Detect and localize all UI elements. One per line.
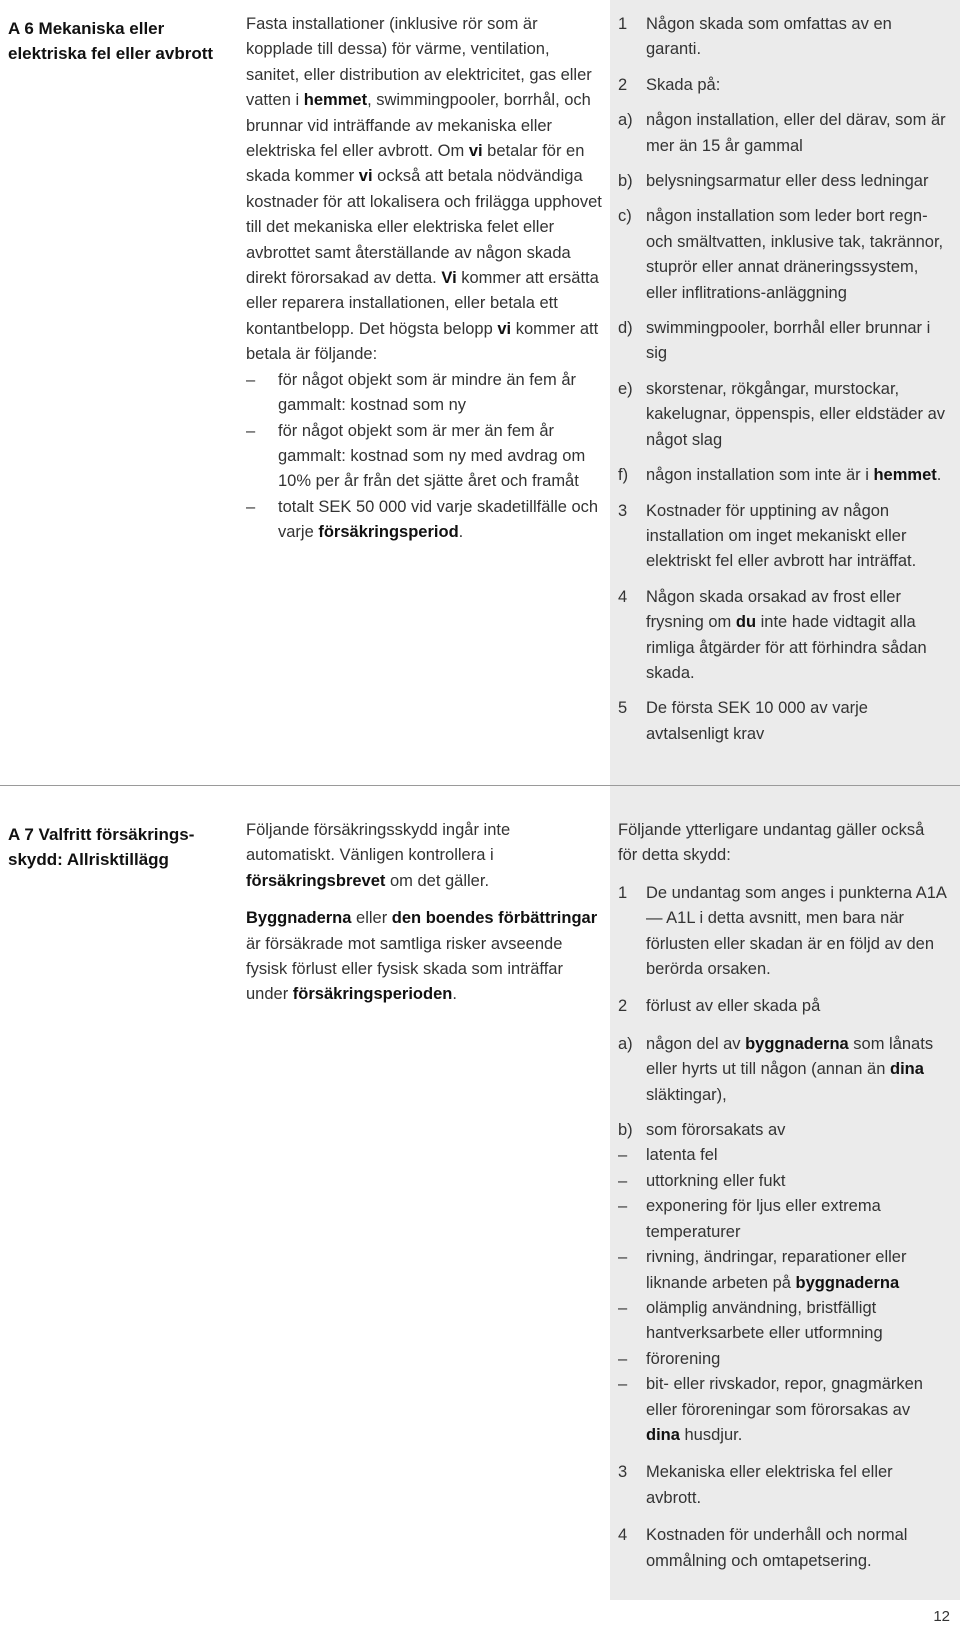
a6-exclusion-item (618, 463, 948, 488)
a7-exclusion-subitem (618, 1296, 948, 1347)
a6-limit-item (246, 368, 602, 419)
a6-exclusion-item (618, 585, 948, 687)
list-item-text: De första SEK 10 000 av varje avtalsenligt krav (646, 699, 868, 743)
list-item-text: Skada på: (646, 75, 721, 94)
a7-exclusion-item-4: 4 Kostnaden för underhåll och normal ommålning och omtapetsering. (618, 1526, 908, 1570)
a6-exclusion-item (618, 108, 948, 159)
dash-marker: – (246, 370, 256, 389)
list-marker: 5 (618, 699, 628, 718)
page-number: 12 (933, 1608, 950, 1625)
list-item-text: som förorsakats av (646, 1121, 786, 1140)
a6-exclusion-item (618, 169, 948, 194)
a6-limit-item-text: för något objekt som är mindre än fem år gammalt: kostnad som ny (278, 370, 577, 415)
list-item-text: någon installation som inte är i hemmet. (646, 466, 942, 485)
list-marker: 2 (618, 75, 628, 94)
list-marker: a) (618, 1034, 633, 1053)
a7-exclusion-subitem (618, 1169, 948, 1194)
a6-exclusion-item (618, 204, 948, 306)
list-marker: – (618, 1248, 628, 1267)
list-item-text: bit- eller rivskador, repor, gnagmärken eller föroreningar som förorsakas av dina husdjur. (646, 1375, 923, 1444)
a6-exclusion-item (618, 377, 948, 453)
list-marker: 4 (618, 587, 628, 606)
list-marker: 1 (618, 15, 628, 33)
a6-limit-item-text: för något objekt som är mer än fem år gammalt: kostnad som ny med avdrag om 10% per år från det sjätte året och framåt (278, 421, 586, 491)
list-marker: e) (618, 379, 633, 398)
list-marker: – (618, 1298, 628, 1317)
a6-exclusion-item (618, 12, 948, 63)
list-marker: 3 (618, 501, 628, 520)
a7-exclusions-list (618, 818, 948, 1574)
list-item-text: Någon skada orsakad av frost eller frysning om du inte hade vidtagit alla rimliga åtgärder för att förhindra sådan skada. (646, 587, 927, 682)
a6-description: Fasta installationer (inklusive rör som är kopplade till dessa) för värme, ventilation, sanitet, eller distribution av elektricitet, gas eller vatten i hemmet, swimmingpooler, borrhål, och brunnar vid inträffande av mekaniska eller elektriska fel eller avbrott. Om vi betalar för en skada kommer vi också att betala nödvändiga kostnader för att lokalisera och frilägga upphovet till det mekaniska eller elektriska felet eller avbrottet samt återställande av någon skada direkt förorsakad av detta. Vi kommer att ersätta eller reparera installationen, eller betala ett kontantbelopp. Det högsta belopp vi kommer att betala är följande: (246, 15, 602, 364)
list-marker: f) (618, 466, 629, 485)
a7-exclusions-intro: Följande ytterligare undantag gäller också för detta skydd: (618, 821, 925, 865)
list-marker: – (618, 1375, 628, 1394)
list-marker: a) (618, 111, 633, 130)
a6-exclusion-item (618, 316, 948, 367)
a7-exclusion-subitem (618, 1143, 948, 1168)
list-item-text: förorening (646, 1349, 721, 1368)
list-item-text: olämplig användning, bristfälligt hantverksarbete eller utformning (646, 1298, 883, 1343)
a7-exclusion-subitem (618, 1372, 948, 1448)
dash-marker: – (246, 421, 256, 440)
list-marker: – (618, 1171, 628, 1190)
list-marker: – (618, 1197, 628, 1216)
a6-limit-list (246, 368, 602, 546)
a7-exclusion-subitem (618, 1118, 948, 1143)
a6-exclusion-item (618, 696, 948, 747)
list-marker: d) (618, 319, 633, 338)
list-item-text: exponering för ljus eller extrema temperaturer (646, 1197, 881, 1241)
a7-intro-paragraph: Följande försäkringsskydd ingår inte automatiskt. Vänligen kontrollera i försäkringsbrevet om det gäller. (246, 821, 511, 890)
section-divider (0, 785, 960, 786)
a6-limit-item (246, 495, 602, 546)
list-marker: b) (618, 172, 633, 191)
a6-exclusion-item (618, 73, 948, 98)
a7-exclusion-subitem (618, 1032, 948, 1108)
a6-exclusions-list (618, 12, 948, 747)
list-item-text: Någon skada som omfattas av en garanti. (646, 15, 892, 59)
list-item-text: swimmingpooler, borrhål eller brunnar i sig (646, 319, 931, 363)
a6-exclusion-item (618, 499, 948, 575)
section-a7-body (246, 818, 602, 1008)
list-item-text: någon del av byggnaderna som lånats eller hyrts ut till någon (annan än dina släktingar), (646, 1034, 934, 1104)
list-item-text: skorstenar, rökgångar, murstockar, kakelugnar, öppenspis, eller eldstäder av något slag (646, 379, 946, 449)
section-a7-heading: A 7 Valfritt försäkrings-skydd: Allrisktillägg (8, 825, 195, 869)
a7-exclusion-item-3: 3 Mekaniska eller elektriska fel eller avbrott. (618, 1463, 893, 1507)
a7-exclusion-subitems (618, 1032, 948, 1449)
section-a6-heading: A 6 Mekaniska eller elektriska fel eller avbrott (8, 19, 214, 63)
a6-limit-item-text: totalt SEK 50 000 vid varje skadetillfälle och varje försäkringsperiod. (278, 497, 599, 542)
a7-exclusion-subitem (618, 1347, 948, 1372)
list-item-text: rivning, ändringar, reparationer eller liknande arbeten på byggnaderna (646, 1248, 907, 1292)
section-a6-body (246, 12, 602, 546)
a7-coverage-paragraph: Byggnaderna eller den boendes förbättringar är försäkrade mot samtliga risker avseende fysisk förlust eller fysisk skada som inträffar under försäkringsperioden. (246, 909, 598, 1004)
list-item-text: Kostnader för upptining av någon installation om inget mekaniskt eller elektriskt fel eller avbrott har inträffat. (646, 501, 917, 571)
list-marker: – (618, 1146, 628, 1165)
list-marker: – (618, 1349, 628, 1368)
list-item-text: någon installation, eller del därav, som är mer än 15 år gammal (646, 111, 946, 155)
a7-exclusion-subitem (618, 1245, 948, 1296)
list-item-text: uttorkning eller fukt (646, 1171, 786, 1190)
list-item-text: latenta fel (646, 1146, 718, 1165)
list-item-text: någon installation som leder bort regn- och smältvatten, inklusive tak, takrännor, stuprör eller annat dräneringssystem, eller inflitrations-anläggning (646, 207, 944, 302)
a7-exclusion-item-2: 2 förlust av eller skada på (618, 997, 821, 1016)
dash-marker: – (246, 497, 256, 516)
a6-limit-item (246, 419, 602, 495)
list-item-text: belysningsarmatur eller dess ledningar (646, 172, 929, 191)
list-marker: c) (618, 207, 632, 226)
a7-exclusion-subitem (618, 1194, 948, 1245)
a7-exclusion-item-1: 1 De undantag som anges i punkterna A1A — A1L i detta avsnitt, men bara när förlusten eller skadan är en följd av den berörda orsaken. (618, 883, 946, 979)
list-marker: b) (618, 1121, 633, 1140)
